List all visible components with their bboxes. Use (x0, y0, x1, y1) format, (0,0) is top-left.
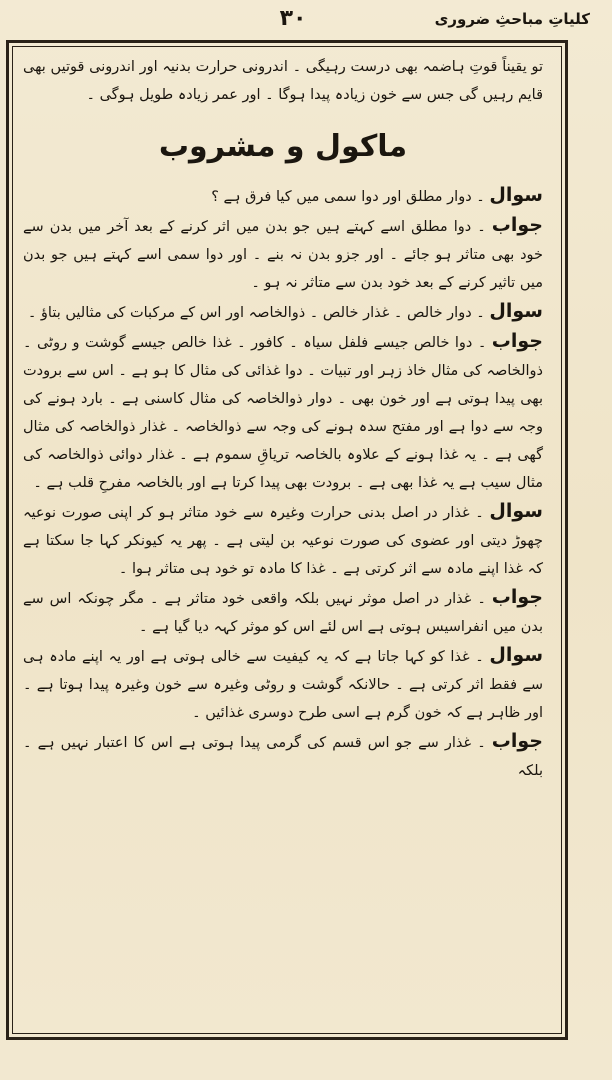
qa-block: سوال ۔ دوار مطلق اور دوا سمی میں کیا فرق ہے ؟ (211, 184, 543, 206)
intro-paragraph: تو یقیناً قوتِ ہاضمہ بھی درست رہیگی ۔ اندرونی حرارت بدنیہ اور اندرونی قوتیں بھی قایم رہیں گی جس سے خون زیادہ پیدا ہوگا ۔ اور عمر زیادہ طویل ہوگی ۔ (23, 59, 543, 103)
qa-label: سوال (489, 300, 543, 322)
qa-label: سوال (489, 644, 544, 666)
qa-block: جواب ۔ دوا مطلق اسے کہتے ہیں جو بدن میں اثر کرنے کے بعد آخر میں بدن سے خود بھی متاثر ہو جائے ۔ اور جزو بدن نہ بنے ۔ اور دوا سمی اسے کہتے ہیں جو بدن میں تاثیر کرنے کے بعد خود بدن سے متاثر نہ ہو ۔ (23, 214, 543, 291)
qa-block: سوال ۔ دوار خالص ۔ غذار خالص ۔ ذوالخاصہ اور اس کے مرکبات کی مثالیں بتاؤ ۔ (27, 300, 543, 322)
page-body (23, 53, 543, 785)
qa-block: سوال ۔ غذا کو کہا جاتا ہے کہ یہ کیفیت سے خالی ہوتی ہے اور یہ اپنے مادہ ہی سے فقط اثر کرتی ہے ۔ حالانکہ گوشت و روٹی وغیرہ سے خون وغیرہ پیدا ہوتا ہے ۔ اور ظاہر ہے کہ خون گرم ہے اسی طرح دوسری غذائیں ۔ (23, 644, 544, 721)
running-head (0, 6, 612, 34)
qa-text: غذار در اصل موثر نہیں بلکہ واقعی خود متاثر ہے ۔ مگر چونکہ اس سے بدن میں انفراسیس ہوتی ہے اس لئے اس کو موثر کہہ دیا گیا ہے ۔ (23, 591, 543, 635)
page-frame (6, 40, 568, 1040)
qa-text: دوار خالص ۔ غذار خالص ۔ ذوالخاصہ اور اس کے مرکبات کی مثالیں بتاؤ ۔ (27, 305, 472, 321)
qa-label: سوال (489, 500, 543, 522)
qa-block: سوال ۔ غذار در اصل بدنی حرارت وغیرہ سے خود متاثر ہو کر اپنی صورت نوعیہ چھوڑ دیتی اور عضوی کی صورت نوعیہ بن لیتی ہے ۔ پھر یہ کیونکر کہا جا سکتا ہے کہ غذا اپنے مادہ سے اثر کرتی ہے ۔ غذا کا مادہ تو خود ہی متاثر ہوا ۔ (23, 500, 543, 577)
qa-label: جواب (491, 730, 543, 752)
book-title: کلیاتِ مباحثِ ضروری (434, 10, 590, 28)
qa-text: غذا کو کہا جاتا ہے کہ یہ کیفیت سے خالی ہوتی ہے اور یہ اپنے مادہ ہی سے فقط اثر کرتی ہے ۔ حالانکہ گوشت و روٹی وغیرہ سے خون وغیرہ پیدا ہوتا ہے ۔ اور ظاہر ہے کہ خون گرم ہے اسی طرح دوسری غذائیں ۔ (23, 649, 543, 721)
qa-text: دوا مطلق اسے کہتے ہیں جو بدن میں اثر کرنے کے بعد آخر میں بدن سے خود بھی متاثر ہو جائے ۔ اور جزو بدن نہ بنے ۔ اور دوا سمی اسے کہتے ہیں جو بدن میں تاثیر کرنے کے بعد خود بدن سے متاثر نہ ہو ۔ (23, 219, 543, 291)
qa-label: جواب (491, 586, 543, 608)
qa-text: دوار مطلق اور دوا سمی میں کیا فرق ہے ؟ (211, 189, 472, 205)
qa-block: جواب ۔ غذار در اصل موثر نہیں بلکہ واقعی خود متاثر ہے ۔ مگر چونکہ اس سے بدن میں انفراسیس ہوتی ہے اس لئے اس کو موثر کہہ دیا گیا ہے ۔ (23, 586, 543, 635)
qa-text: غذار در اصل بدنی حرارت وغیرہ سے خود متاثر ہو کر اپنی صورت نوعیہ چھوڑ دیتی اور عضوی کی صورت نوعیہ بن لیتی ہے ۔ پھر یہ کیونکر کہا جا سکتا ہے کہ غذا اپنے مادہ سے اثر کرتی ہے ۔ غذا کا مادہ تو خود ہی متاثر ہوا ۔ (23, 505, 543, 577)
qa-text: غذار سے جو اس قسم کی گرمی پیدا ہوتی ہے اس کا اعتبار نہیں ہے ۔ بلکہ (23, 735, 543, 779)
section-heading: ماکول و مشروب (158, 129, 408, 164)
qa-block: جواب ۔ دوا خالص جیسے فلفل سیاہ ۔ کافور ۔ غذا خالص جیسے گوشت و روٹی ۔ ذوالخاصہ کی مثال خاذ زہر اور تبیات ۔ دوا غذائی کی مثال کا ہو ہے ۔ اس سے برودت بھی پیدا ہوتی ہے اور خون بھی ۔ دوار ذوالخاصہ کی مثال کاسنی ہے ۔ بارد ہونے کی وجہ سے دوا ہے اور مفتح سدہ ہونے کی وجہ سے ذوالخاصہ ۔ غذار ذوالخاصہ کی مثال گھی ہے ۔ یہ غذا ہونے کے علاوہ بالخاصہ تریاقِ سموم ہے ۔ غذار دوائی ذوالخاصہ کی مثال سیب ہے یہ غذا بھی ہے ۔ برودت بھی پیدا کرتا ہے اور بالخاصہ مفرحِ قلب ہے ۔ (23, 330, 543, 491)
qa-label: سوال (489, 184, 543, 206)
page-number: ۳۰ (279, 6, 307, 31)
qa-text: دوا خالص جیسے فلفل سیاہ ۔ کافور ۔ غذا خالص جیسے گوشت و روٹی ۔ ذوالخاصہ کی مثال خاذ زہر اور تبیات ۔ دوا غذائی کی مثال کا ہو ہے ۔ اس سے برودت بھی پیدا ہوتی ہے اور خون بھی ۔ دوار ذوالخاصہ کی مثال کاسنی ہے ۔ بارد ہونے کی وجہ سے دوا ہے اور مفتح سدہ ہونے کی وجہ سے ذوالخاصہ ۔ غذار ذوالخاصہ کی مثال گھی ہے ۔ یہ غذا ہونے کے علاوہ بالخاصہ تریاقِ سموم ہے ۔ غذار دوائی ذوالخاصہ کی مثال سیب ہے یہ غذا بھی ہے ۔ برودت بھی پیدا کرتا ہے اور بالخاصہ مفرحِ قلب ہے ۔ (23, 335, 543, 491)
qa-block: جواب ۔ غذار سے جو اس قسم کی گرمی پیدا ہوتی ہے اس کا اعتبار نہیں ہے ۔ بلکہ (23, 730, 543, 779)
qa-label: جواب (491, 330, 543, 352)
qa-label: جواب (491, 214, 543, 236)
